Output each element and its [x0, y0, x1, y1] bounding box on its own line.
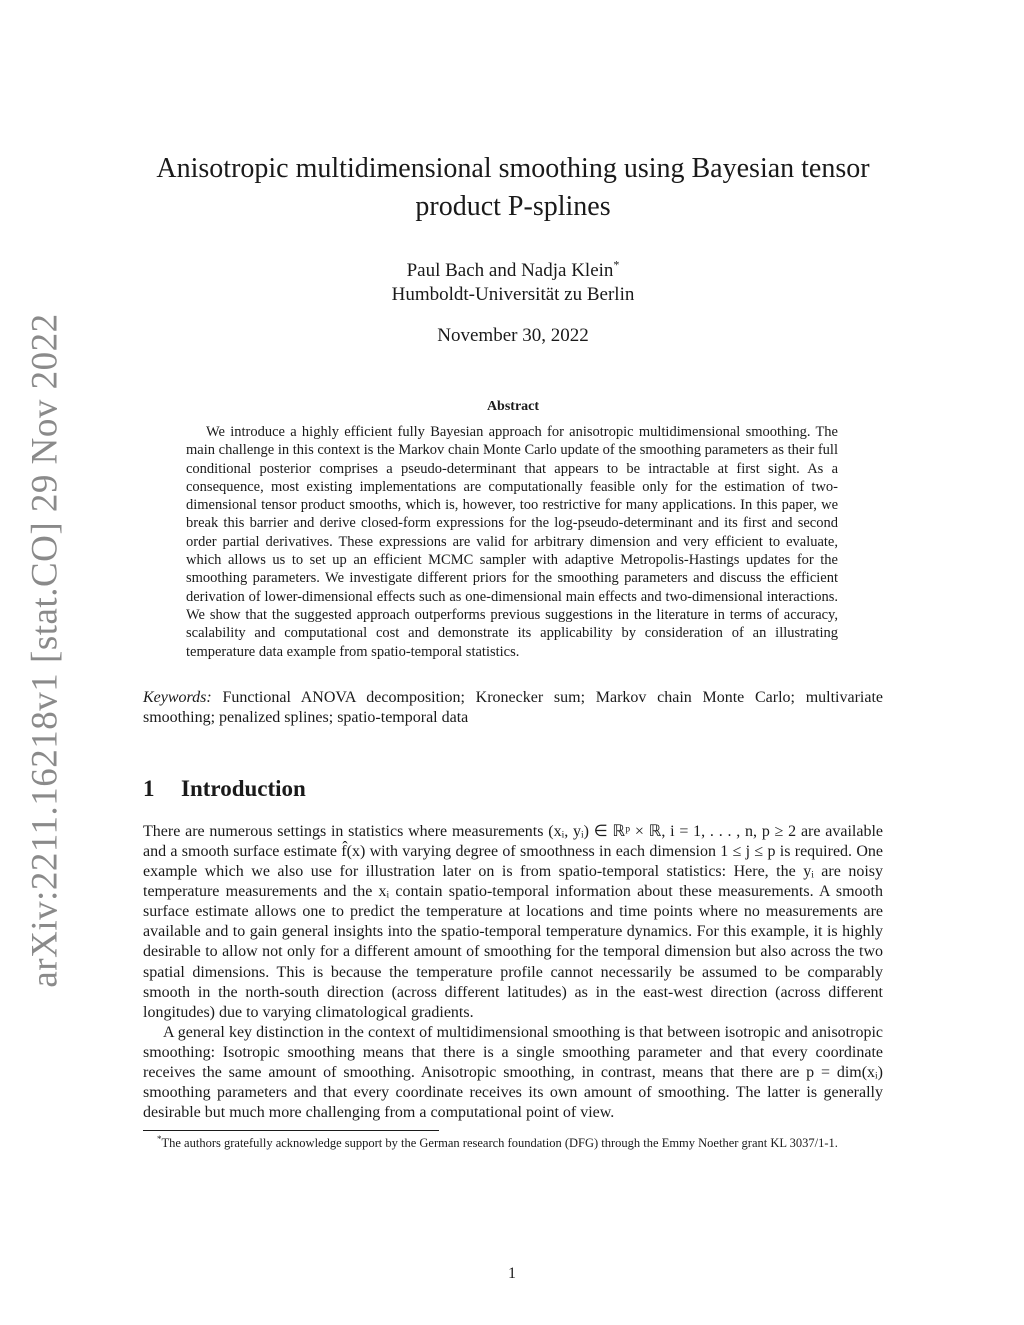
keywords-label: Keywords: — [143, 688, 212, 706]
footnote-mark: * — [157, 1134, 162, 1145]
keywords-text: Functional ANOVA decomposition; Kronecker sum; Markov chain Monte Carlo; multivariate smoothing; penalized splines; spatio-temporal data — [143, 688, 884, 726]
section-body — [143, 822, 883, 1123]
arxiv-identifier-stamp — [14, 312, 76, 988]
section-heading — [143, 776, 883, 802]
body-paragraph: A general key distinction in the context of multidimensional smoothing is that between isotropic and anisotropic smoothing: Isotropic smoothing means that there is a single smoothing parameter and that every coordinate receives the same amount of smoothing. Anisotropic smoothing, in contrast, means that there are p = dim(xᵢ) smoothing parameters and that every coordinate receives its own amount of smoothing. The latter is generally desirable but much more challenging from a computational point of view. — [143, 1023, 883, 1122]
abstract-text: We introduce a highly efficient fully Bayesian approach for anisotropic multidimensional smoothing. The main challenge in this context is the Markov chain Monte Carlo update of the smoothing parameters as their full conditional posterior comprises a pseudo-determinant that appears to be intractable at first sight. As a consequence, most existing implementations are computationally feasible only for the estimation of two-dimensional tensor product smooths, which is, however, too restrictive for many applications. In this paper, we break this barrier and derive closed-form expressions for the log-pseudo-determinant and its first and second order partial derivatives. These expressions are valid for arbitrary dimension and very efficient to evaluate, which allows us to set up an efficient MCMC sampler with adaptive Metropolis-Hastings updates for the smoothing parameters. We investigate different priors for the smoothing parameters and discuss the efficient derivation of lower-dimensional effects such as one-dimensional main effects and two-dimensional interactions. We show that the suggested approach outperforms previous suggestions in the literature in terms of accuracy, scalability and computational cost and demonstrate its applicability by consideration of an illustrating temperature data example from spatio-temporal statistics. — [186, 424, 838, 660]
author-names: Paul Bach and Nadja Klein — [406, 260, 614, 281]
paper-page — [143, 150, 883, 1151]
body-paragraph: There are numerous settings in statistics where measurements (xᵢ, yᵢ) ∈ ℝᵖ × ℝ, i = 1, . . . , n, p ≥ 2 are available and a smooth surface estimate f̂(x) with varying degree of smoothness in each dimension 1 ≤ j ≤ p is required. One example which we also use for illustration later on is from spatio-temporal statistics: Here, the yᵢ are noisy temperature measurements and the xᵢ contain spatio-temporal information about these measurements. A smooth surface estimate allows one to predict the temperature at locations and time points where no measurements are available and to gain general insights into the spatio-temporal temperature dynamics. For this example, it is highly desirable to allow not only for a different amount of smoothing for the temporal dimension but also across the two spatial dimensions. This is because the temperature profile cannot necessarily be assumed to be comparably smooth in the north-south direction (across different latitudes) as in the east-west direction (across different longitudes) due to varying climatological gradients. — [143, 822, 883, 1021]
author-block — [143, 259, 883, 307]
page-number: 1 — [508, 1265, 516, 1282]
affiliation: Humboldt-Universität zu Berlin — [391, 284, 635, 305]
abstract-heading: Abstract — [486, 399, 540, 414]
footnote — [143, 1135, 883, 1151]
author-line — [143, 259, 883, 283]
footnote-divider — [143, 1130, 439, 1131]
arxiv-identifier-text: arXiv:2211.16218v1 [stat.CO] 29 Nov 2022 — [24, 312, 66, 988]
keywords-block — [143, 688, 883, 728]
author-footnote-mark: * — [613, 257, 620, 272]
footnote-text: The authors gratefully acknowledge support by the German research foundation (DFG) through the Emmy Noether grant KL 3037/1-1. — [161, 1136, 838, 1151]
section-title: Introduction — [181, 775, 306, 801]
paper-date: November 30, 2022 — [437, 325, 589, 346]
paper-title: Anisotropic multidimensional smoothing using Bayesian tensor product P-splines — [156, 153, 870, 222]
section-number: 1 — [143, 775, 155, 801]
